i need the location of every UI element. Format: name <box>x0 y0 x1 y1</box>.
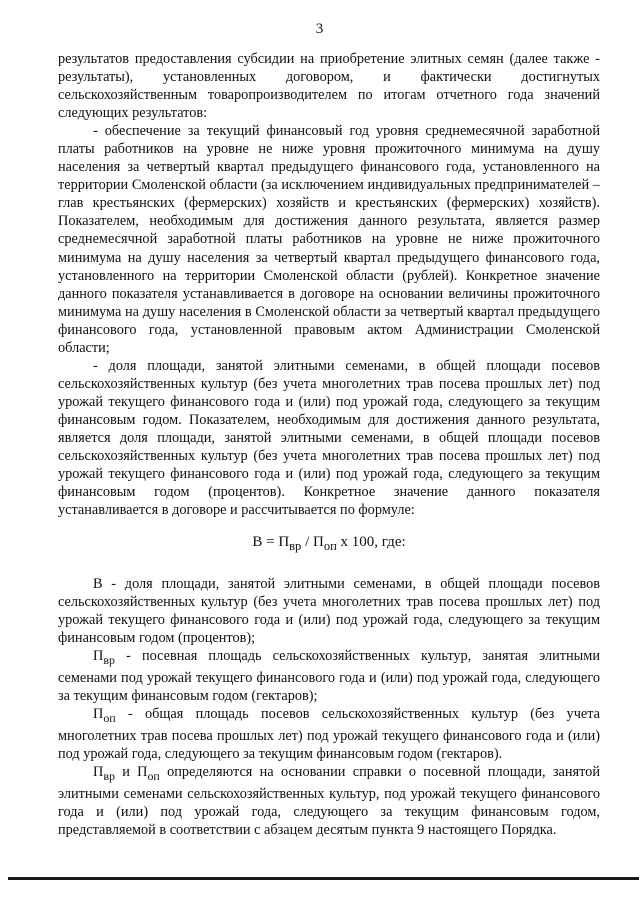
document-body <box>58 50 600 840</box>
paragraph-elite-seed-share-result: - доля площади, занятой элитными семенами, в общей площади посевов сельскохозяйственных культур (без учета многолетних трав посева прошлых лет) под урожай текущего финансового года и (или) под урожай года, следующего за текущим финансовым годом. Показателем, необходимым для достижения данного результата, является доля площади, занятой элитными семенами, в общей площади посевов сельскохозяйственных культур (без учета многолетних трав посева прошлых лет) под урожай текущего финансового года и (или) под урожай года, следующего за текущим финансовым годом (процентов). Конкретное значение данного показателя устанавливается в договоре и рассчитывается по формуле: <box>58 357 600 519</box>
formula-sub-op: оп <box>323 539 337 554</box>
conjunction: и <box>114 764 138 781</box>
definition-p-op-text: - общая площадь посевов сельскохозяйственных культур (без учета многолетних трав посева прошлых лет) под урожай текущего финансового года и (или) под урожай года, следующего за текущим финансовым годом (гектаров). <box>58 706 600 763</box>
definition-p-vr-text: - посевная площадь сельскохозяйственных культур, занятая элитными семенами под урожай текущего финансового года и (или) под урожай года, следующего за текущим финансовым годом (гектаров); <box>58 648 600 705</box>
symbol-sub-vr: вр <box>103 653 115 668</box>
formula-sub-vr: вр <box>289 539 302 554</box>
symbol-sub-op: оп <box>103 711 116 726</box>
symbol-sub-op: оп <box>147 769 160 784</box>
paragraph-wage-result: - обеспечение за текущий финансовый год уровня среднемесячной заработной платы работников на уровне не ниже уровня прожиточного минимума на душу населения за четвертый квартал предыдущего финансового года, установленного на территории Смоленской области (за исключением индивидуальных предпринимателей – глав крестьянских (фермерских) хозяйств и крестьянских (фермерских) хозяйств). Показателем, необходимым для достижения данного результата, является размер среднемесячной заработной платы работников на уровне не ниже прожиточного минимума на душу населения за четвертый квартал предыдущего финансового года, установленного на территории Смоленской области (рублей). Конкретное значение данного показателя устанавливается в договоре на основании величины прожиточного минимума на душу населения в Смоленской области за четвертый квартал предыдущего финансового года, установленной правовым актом Администрации Смоленской области; <box>58 123 600 356</box>
symbol-p-letter: П <box>93 648 104 665</box>
paragraph-source-certificate-text: определяются на основании справки о посевной площади, занятой элитными семенами сельскохозяйственных культур, под урожай текущего финансового года и (или) под урожай года, следующего за текущим финансовым годом, представляемой в соответствии с абзацем десятым пункта 9 настоящего Порядка. <box>58 764 600 839</box>
formula-p-vr-letter: П <box>278 534 290 551</box>
paragraph-intro: результатов предоставления субсидии на приобретение элитных семян (далее также - результаты), установленных договором, и фактически достигнутых сельскохозяйственным товаропроизводителем по итогам отчетного года значений следующих результатов: <box>58 51 600 122</box>
formula-lhs: В = <box>252 534 279 551</box>
page-number: 3 <box>315 21 324 37</box>
symbol-p-letter: П <box>137 764 148 781</box>
formula <box>58 533 600 555</box>
definition-p-vr <box>58 647 600 705</box>
symbol-sub-vr: вр <box>103 769 115 784</box>
symbol-p-letter: П <box>93 764 104 781</box>
formula-p-op-letter: П <box>312 534 324 551</box>
definition-p-op <box>58 705 600 763</box>
paragraph-source-certificate <box>58 763 600 839</box>
definition-b: В - доля площади, занятой элитными семенами, в общей площади посевов сельскохозяйственных культур (без учета многолетних трав посева прошлых лет) под урожай текущего финансового года и (или) под урожай года, следующего за текущим финансовым годом (процентов); <box>58 576 600 647</box>
symbol-p-letter: П <box>93 706 104 723</box>
formula-tail: x 100, где: <box>336 534 406 551</box>
formula-slash: / <box>301 534 313 551</box>
page-bottom-rule <box>8 877 639 880</box>
